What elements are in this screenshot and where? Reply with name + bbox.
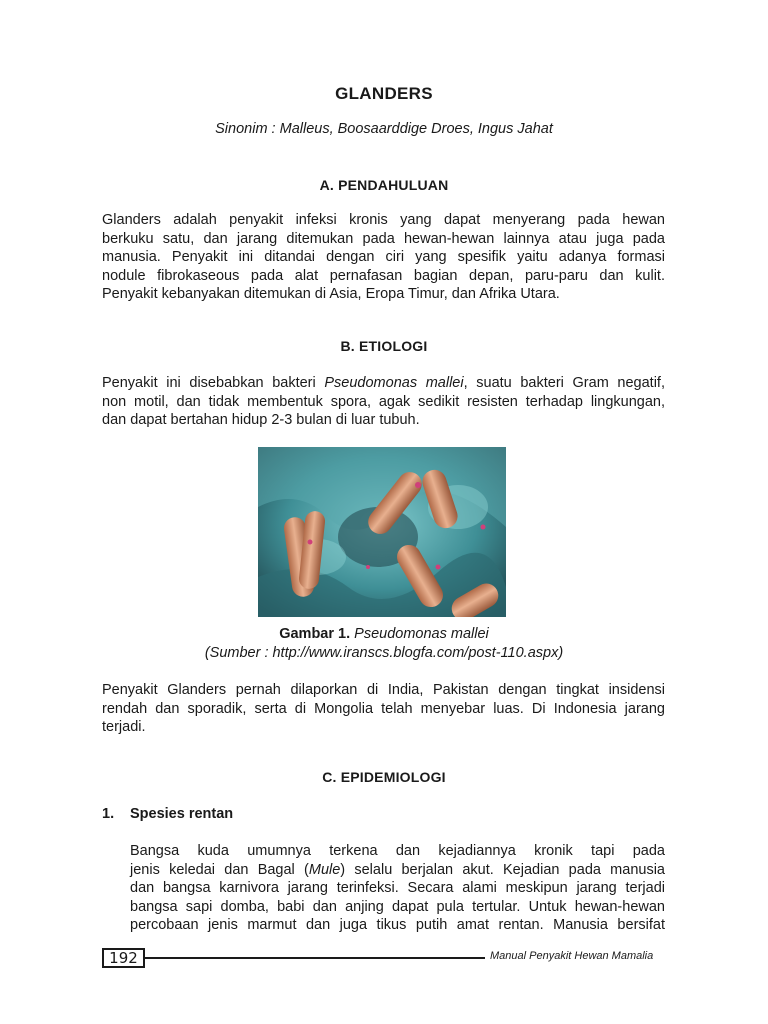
page-number: 192 (102, 948, 145, 968)
text-run: ) selalu berjalan akut. Kejadian pada manusia (340, 861, 665, 878)
paragraph-line: berkuku satu, dan jarang ditemukan pada hewan-hewan lainnya atau juga pada (102, 230, 665, 247)
paragraph-line (102, 374, 665, 393)
paragraph-line: Penyakit kebanyakan ditemukan di Asia, Eropa Timur, dan Afrika Utara. (102, 286, 560, 303)
section-c-heading: C. EPIDEMIOLOGI (322, 769, 446, 785)
figure-species: Pseudomonas mallei (350, 626, 489, 642)
running-footer-title: Manual Penyakit Hewan Mamalia (490, 950, 654, 962)
paragraph-line (130, 861, 665, 880)
paragraph-line: bangsa sapi domba, babi dan anjing dapat pula tertular. Untuk hewan-hewan (130, 898, 665, 915)
figure-source-text: (Sumber : http://www.iranscs.blogfa.com/post-110.aspx) (204, 645, 564, 661)
subsection-heading (102, 806, 233, 822)
paragraph-line: Glanders adalah penyakit infeksi kronis yang dapat menyerang pada hewan (102, 212, 665, 228)
figure-caption (0, 626, 768, 642)
bacteria-micrograph (258, 447, 506, 617)
paragraph-line: dan dapat bertahan hidup 2-3 bulan di luar tubuh. (102, 412, 420, 429)
text-run: Penyakit ini disebabkan bakteri (102, 375, 325, 391)
paragraph-line: terjadi. (102, 719, 146, 736)
paragraph-line: Bangsa kuda umumnya terkena dan kejadiannya kronik tapi pada (130, 843, 665, 859)
paragraph-line: dan bangsa karnivora jarang terinfeksi. Secara alami meskipun jarang terjadi (130, 880, 665, 897)
section-c-paragraph (130, 842, 665, 935)
paragraph-line: rendah dan sporadik, serta di Mongolia telah menyebar luas. Di Indonesia jarang (102, 700, 665, 717)
footer-rule (145, 957, 485, 959)
figure-source (0, 645, 768, 661)
page-title: GLANDERS (335, 84, 433, 103)
species-name: Mule (308, 861, 341, 878)
section-a-paragraph (102, 211, 665, 304)
section-a-heading: A. PENDAHULUAN (319, 177, 449, 193)
text-run: jenis keledai dan Bagal ( (130, 861, 309, 878)
subsection-title: Spesies rentan (130, 806, 234, 822)
after-figure-paragraph (102, 681, 665, 737)
paragraph-line: nodule fibrokaseous pada alat pernafasan bagian depan, paru-paru dan kulit. (102, 267, 665, 284)
species-name: Pseudomonas mallei (324, 375, 464, 391)
paragraph-line: non motil, dan tidak membentuk spora, agak sedikit resisten terhadap lingkungan, (102, 393, 665, 410)
paragraph-line: percobaan jenis marmut dan juga tikus putih amat rentan. Manusia bersifat (130, 917, 665, 934)
paragraph-line: manusia. Penyakit ini ditandai dengan ciri yang spesifik yaitu adanya formasi (102, 249, 665, 266)
section-b-paragraph (102, 374, 665, 430)
text-run: , suatu bakteri Gram negatif, (463, 375, 665, 391)
paragraph-line: Penyakit Glanders pernah dilaporkan di India, Pakistan dengan tingkat insidensi (102, 682, 665, 698)
figure-label: Gambar 1. (279, 626, 351, 642)
subsection-number: 1. (102, 806, 115, 822)
synonym-line: Sinonim : Malleus, Boosaarddige Droes, Ingus Jahat (215, 121, 553, 137)
micrograph-illustration (258, 447, 506, 617)
section-b-heading: B. ETIOLOGI (340, 338, 428, 354)
